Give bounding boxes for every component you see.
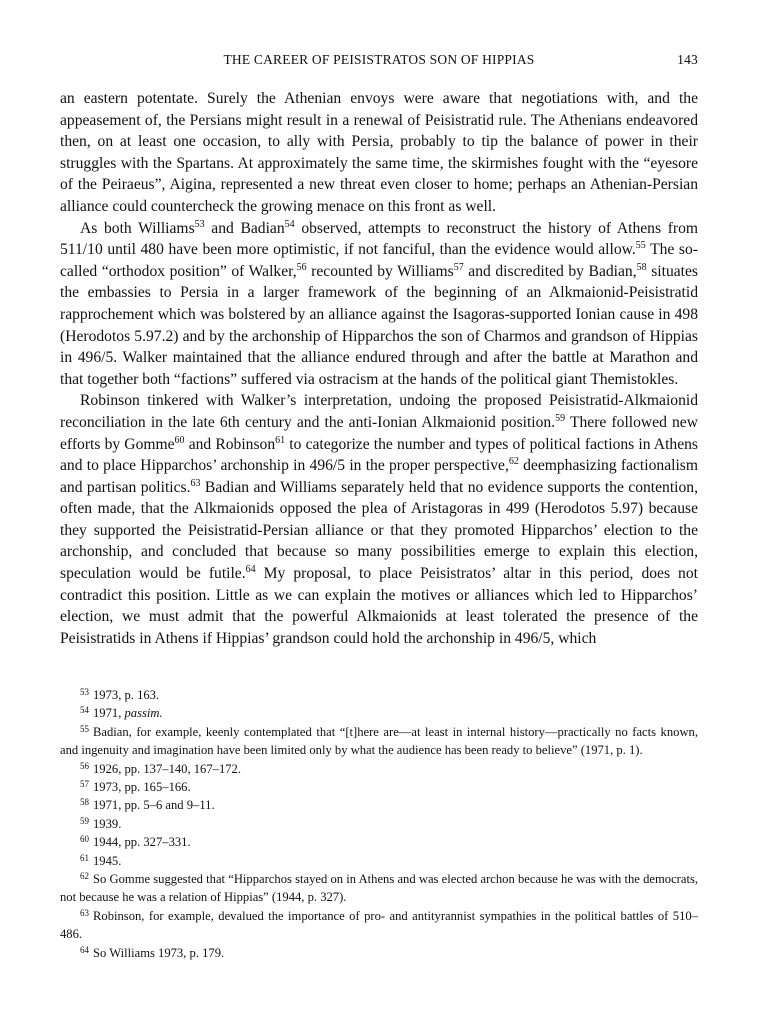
footnote (60, 723, 698, 760)
footnote-number: 64 (80, 944, 89, 955)
footnotes (60, 686, 698, 962)
footnote (60, 760, 698, 778)
footnote-text: 1945. (93, 853, 122, 868)
footnote-text: 1973, pp. 165–166. (93, 780, 191, 795)
footnote-text: Robinson, for example, devalued the importance of pro- and antityrannist sympathies in the political battles of 510–486. (60, 908, 698, 942)
paragraph-3 (60, 390, 698, 649)
footnote (60, 778, 698, 796)
footnote (60, 907, 698, 944)
footnote-ref-58[interactable]: 58 (636, 261, 647, 273)
text-run: Badian and Williams separately held that no evidence supports the contention, often made, that the Alkmaionids opposed the plea of Aristagoras in 499 (Herodotos 5.97) because they supported the Peisistratid-Persian alliance or that they promoted Hipparchos’ election to the archonship, and concluded that because so many possibilities emerge to explain this election, speculation would be futile. (60, 478, 698, 583)
footnote-number: 56 (80, 760, 89, 771)
text-run: and discredited by Badian, (463, 262, 637, 280)
footnote-number: 62 (80, 871, 89, 882)
footnote-ref-62[interactable]: 62 (508, 456, 519, 468)
footnote-number: 55 (80, 723, 89, 734)
text-run: to categorize the number and types of political factions in Athens and to place Hipparchos’ archonship in 496/5 in the proper perspective, (60, 435, 698, 475)
footnote (60, 686, 698, 704)
footnote-text: 1926, pp. 137–140, 167–172. (93, 761, 241, 776)
footnote-number: 61 (80, 852, 89, 863)
footnote (60, 704, 698, 722)
footnote-text: 1944, pp. 327–331. (93, 835, 191, 850)
footnote-text: 1939. (93, 816, 122, 831)
footnote-ref-54[interactable]: 54 (284, 218, 295, 230)
footnote-ref-61[interactable]: 61 (275, 434, 286, 446)
footnote (60, 815, 698, 833)
footnote-ref-59[interactable]: 59 (555, 412, 566, 424)
text-run: The so-called “orthodox position” of Walker, (60, 241, 698, 280)
text-run: observed, attempts to reconstruct the history of Athens from 511/10 until 480 have been more optimistic, if not fanciful, than the evidence would allow. (60, 219, 699, 259)
footnote-text: Badian, for example, keenly contemplated that “[t]here are—at least in internal history—practically no facts known, and ingenuity and imagination have been limited only by what the audience has been ready to believe” (1971, p. 1). (60, 724, 698, 758)
text-run: recounted by Williams (306, 262, 454, 280)
page (60, 52, 698, 649)
page-number: 143 (677, 52, 698, 67)
footnote-text: 1973, p. 163. (93, 688, 160, 702)
footnote (60, 870, 698, 907)
footnote (60, 796, 698, 814)
text-run: and Robinson (184, 435, 276, 453)
paragraph-1: an eastern potentate. Surely the Athenian envoys were aware that negotiations with, and the appeasement of, the Persians might result in a renewal of Peisistratid rule. The Athenians endeavored then, on at least one occasion, to ally with Persia, probably to tip the balance of power in their struggles with the Spartans. At approximately the same time, the skirmishes fought with the “eyesore of the Peiraeus”, Aigina, represented a new threat even closer to home; perhaps an Athenian-Persian alliance could countercheck the growing menace on this front as well. (60, 90, 698, 215)
running-head (60, 52, 698, 76)
text-run: situates the embassies to Persia in a larger framework of the beginning of an Alkmaionid-Peisistratid rapprochement which was bolstered by an alliance against the Isagoras-supported Ionian cause in 498 (Herodotos 5.97.2) and by the archonship of Hipparchos the son of Charmos and grandson of Hippias in 496/5. Walker maintained that the alliance endured through and after the battle at Marathon and that together both “factions” suffered via ostracism at the hands of the political giant Themistokles. (60, 262, 698, 388)
footnote-number: 60 (80, 834, 89, 845)
text-run: Robinson tinkered with Walker’s interpretation, undoing the proposed Peisistratid-Alkmaionid reconciliation in the late 6th century and the anti-Ionian Alkmaionid position. (60, 392, 698, 431)
footnote-number: 54 (80, 705, 89, 716)
body-text (60, 88, 698, 649)
footnote-ref-63[interactable]: 63 (190, 477, 201, 489)
text-run: and Badian (204, 219, 285, 237)
footnote-text: So Williams 1973, p. 179. (93, 945, 225, 960)
footnote-ref-55[interactable]: 55 (635, 240, 646, 252)
footnote-number: 59 (80, 815, 89, 826)
paragraph-2 (60, 218, 698, 391)
footnote-number: 53 (80, 687, 89, 697)
footnote-number: 63 (80, 907, 89, 918)
text-run: As both Williams (80, 219, 195, 237)
footnote-text: 1971, pp. 5–6 and 9–11. (93, 798, 215, 813)
footnote-italic-text: passim. (124, 706, 163, 721)
text-run: deemphasizing factionalism and partisan politics. (60, 457, 698, 496)
footnote (60, 944, 698, 962)
footnote-number: 57 (80, 779, 89, 790)
footnote-text: 1971, (93, 706, 125, 721)
footnote (60, 833, 698, 851)
footnote-text: So Gomme suggested that “Hipparchos stayed on in Athens and was elected archon because he was with the democrats, not because he was a relation of Hippias” (1944, p. 327). (60, 872, 698, 905)
footnote-ref-60[interactable]: 60 (174, 434, 185, 446)
text-run: There followed new efforts by Gomme (60, 413, 698, 453)
text-run: My proposal, to place Peisistratos’ altar in this period, does not contradict this position. Little as we can explain the motives or alliances which led to Hipparchos’ election, we must admit that the powerful Alkmaionids at least tolerated the presence of the Peisistratids in Athens if Hippias’ grandson could hold the archonship in 496/5, which (60, 565, 698, 647)
running-title: THE CAREER OF PEISISTRATOS SON OF HIPPIAS (223, 52, 535, 67)
footnote-number: 58 (80, 797, 89, 808)
footnote-ref-53[interactable]: 53 (194, 218, 205, 230)
footnote-ref-57[interactable]: 57 (453, 261, 464, 273)
footnote-ref-64[interactable]: 64 (245, 564, 256, 576)
footnote-ref-56[interactable]: 56 (296, 261, 307, 273)
footnote (60, 852, 698, 870)
